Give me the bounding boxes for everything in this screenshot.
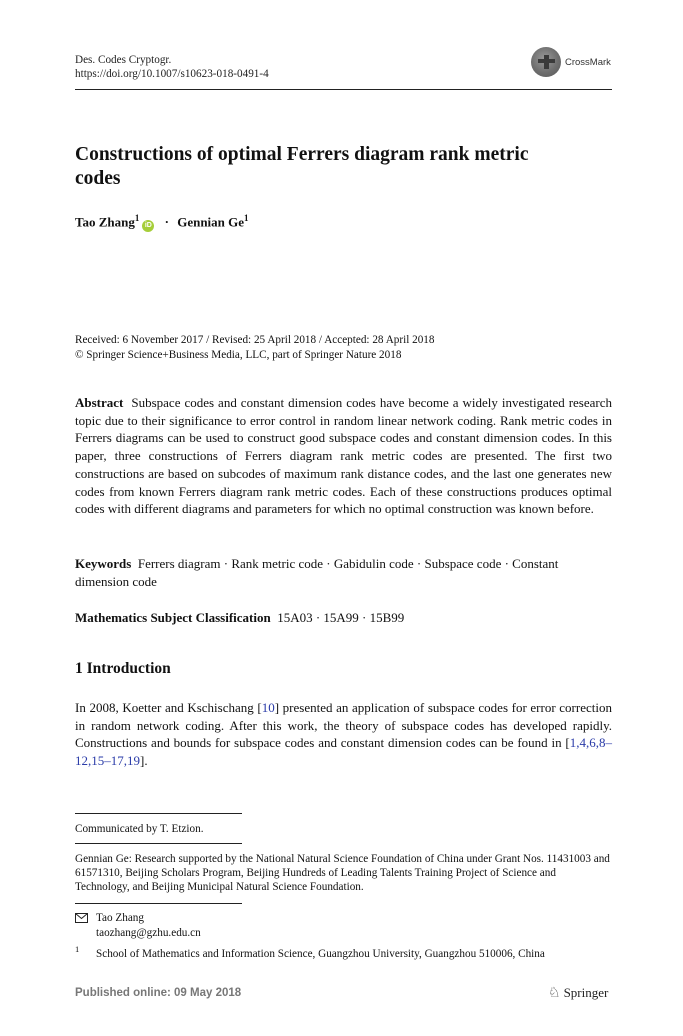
keywords-text: Ferrers diagram · Rank metric code · Gabidulin code · Subspace code · Constant dimension code (75, 556, 559, 589)
crossmark-badge[interactable] (531, 47, 621, 79)
footnote-rule (75, 903, 242, 904)
publisher-name: Springer (563, 985, 609, 1000)
corresponding-author (96, 911, 201, 940)
corr-email[interactable]: taozhang@gzhu.edu.cn (96, 926, 201, 939)
keywords (75, 555, 612, 590)
crossmark-label: CrossMark (565, 57, 611, 68)
author-name: Tao Zhang (75, 214, 135, 230)
intro-text: In 2008, Koetter and Kschischang [ (75, 700, 262, 715)
abstract-text: Subspace codes and constant dimension codes have become a widely investigated research topic due to their significance to error control in random linear network coding. Rank metric codes in Ferrers diagrams can be used to construct good subspace codes and constant dimension codes. In this paper, three constructions of Ferrers diagram rank metric codes are presented. The first two constructions are based on subcodes of maximum rank distance codes, and the last one generates new codes from known Ferrers diagram rank metric codes. Each of these constructions produces optimal codes with different diagrams and parameters for which no optimal construction was known before. (75, 395, 612, 517)
journal-header (75, 53, 269, 81)
abstract-label: Abstract (75, 395, 124, 410)
article-history (75, 333, 435, 362)
envelope-icon (75, 913, 88, 926)
copyright-line: © Springer Science+Business Media, LLC, part of Springer Nature 2018 (75, 348, 402, 361)
journal-name: Des. Codes Cryptogr. (75, 54, 172, 66)
msc-label: Mathematics Subject Classification (75, 610, 271, 625)
orcid-icon[interactable]: iD (142, 220, 154, 232)
author-separator: · (164, 214, 169, 230)
published-online: Published online: 09 May 2018 (75, 987, 242, 999)
header-rule (75, 89, 612, 90)
crossmark-icon (531, 47, 561, 77)
springer-logo (548, 985, 608, 1002)
intro-text: ] presented an application of subspace codes for error correction in random network coding. After this work, the theory of subspace codes has developed rapidly. Constructions and bounds for subspace codes and constant dimension codes can be found in [ (75, 700, 612, 751)
msc-text: 15A03 · 15A99 · 15B99 (277, 610, 405, 625)
author-name: Gennian Ge (177, 214, 245, 230)
footnote-rule (75, 813, 242, 814)
abstract (75, 394, 612, 518)
corr-name: Tao Zhang (96, 912, 144, 924)
citation-link[interactable]: 1,4,6,8–12,15–17,19 (75, 735, 612, 769)
intro-text: ]. (140, 753, 148, 769)
affiliation-marker: 1 (244, 213, 249, 223)
affiliation-number: 1 (75, 944, 80, 954)
msc-classification (75, 609, 612, 627)
author-list (75, 213, 249, 232)
citation-link[interactable]: 10 (261, 700, 275, 715)
received-dates: Received: 6 November 2017 / Revised: 25 April 2018 / Accepted: 28 April 2018 (75, 334, 435, 346)
funding-note: Gennian Ge: Research supported by the National Natural Science Foundation of China under Grant Nos. 11431003 and 61571310, Beijing Scholars Program, Beijing Hundreds of Leading Talents Training Project of Science and Technology, and Beijing Municipal Natural Science Foundation. (75, 853, 610, 893)
paper-title (75, 143, 615, 191)
affiliation-text: School of Mathematics and Information Science, Guangzhou University, Guangzhou 510006, China (96, 948, 545, 960)
title-line-1: Constructions of optimal Ferrers diagram rank metric (75, 144, 529, 165)
communicated-note: Communicated by T. Etzion. (75, 823, 204, 835)
doi-link[interactable]: https://doi.org/10.1007/s10623-018-0491-4 (75, 68, 269, 80)
keywords-label: Keywords (75, 556, 132, 571)
footnote-rule (75, 843, 242, 844)
title-line-2: codes (75, 168, 121, 189)
section-heading: 1 Introduction (75, 660, 171, 677)
introduction-paragraph (75, 699, 612, 770)
springer-horse-icon: ♘ (548, 986, 561, 1001)
affiliation-marker: 1 (134, 213, 140, 223)
